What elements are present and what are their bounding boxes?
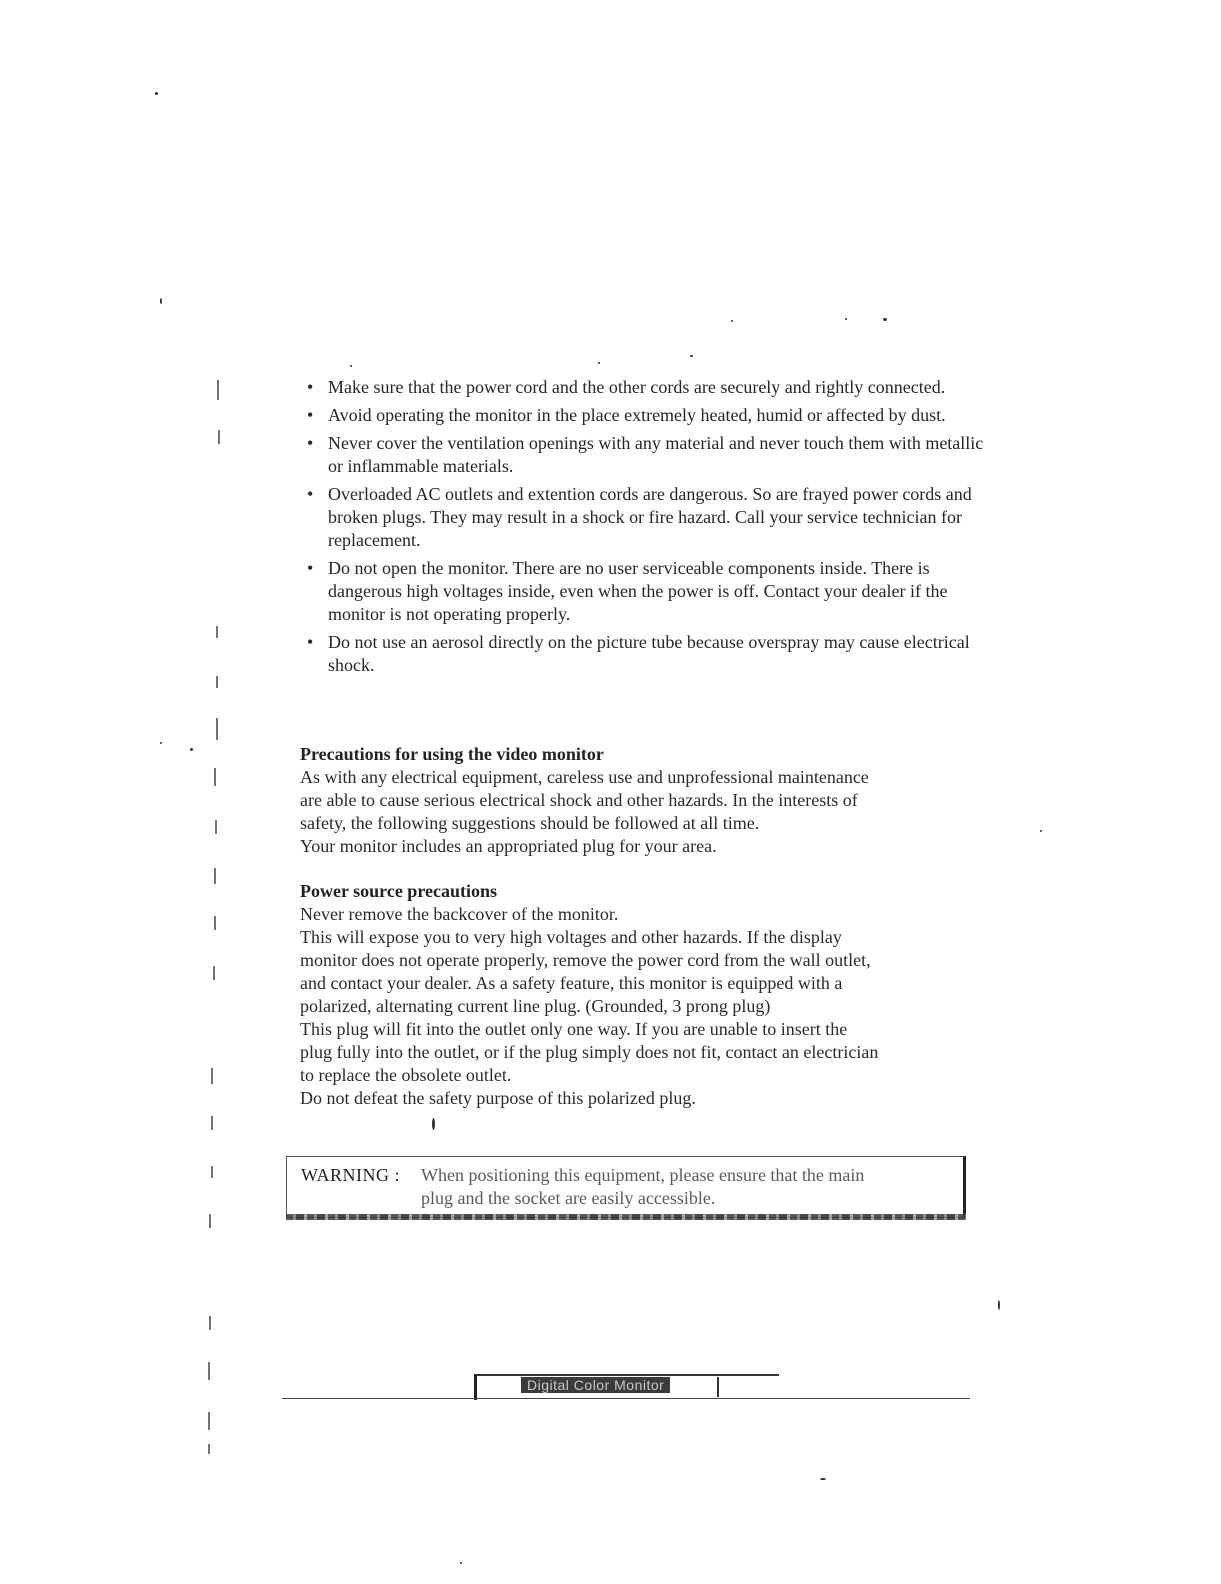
paragraph-line: safety, the following suggestions should be followed at all time. [300,813,760,833]
bullet-item [300,557,990,626]
paragraph-line: This will expose you to very high voltages and other hazards. If the display [300,927,842,947]
paragraph-line: monitor does not operate properly, remove the power cord from the wall outlet, [300,950,871,970]
bullet-item [300,404,990,427]
bullet-text: Make sure that the power cord and the other cords are securely and rightly connected. [328,377,946,397]
section-heading: Power source precautions [300,881,497,901]
paragraph-line: Do not defeat the safety purpose of this polarized plug. [300,1088,696,1108]
paragraph-line: Your monitor includes an appropriated plug for your area. [300,836,717,856]
bullet-item [300,631,990,677]
paragraph-line: As with any electrical equipment, careless use and unprofessional maintenance [300,767,869,787]
bullet-marker: • [307,484,314,504]
video-precautions-section [300,743,990,858]
warning-box [286,1156,966,1218]
bullet-text: Overloaded AC outlets and extention cords are dangerous. So are frayed power cords and broken plugs. They may result in a shock or fire hazard. Call your service technician for replacement. [328,484,972,550]
warning-text [421,1164,951,1210]
warning-box-shadow [286,1214,966,1220]
section-heading: Precautions for using the video monitor [300,744,604,764]
paragraph-line: Never remove the backcover of the monitor. [300,904,619,924]
power-precautions-section [300,880,990,1110]
paragraph-line: are able to cause serious electrical shock and other hazards. In the interests of [300,790,858,810]
bullet-text: Do not open the monitor. There are no user serviceable components inside. There is dangerous high voltages inside, even when the power is off. Contact your dealer if the monitor is not operating properly. [328,558,948,624]
safety-bullet-list [300,376,990,682]
bullet-marker: • [307,377,314,397]
warning-line: plug and the socket are easily accessible. [421,1188,716,1208]
paragraph-line: This plug will fit into the outlet only one way. If you are unable to insert the [300,1019,848,1039]
bullet-marker: • [307,433,314,453]
bullet-item [300,483,990,552]
bullet-item [300,432,990,478]
bullet-text: Never cover the ventilation openings with any material and never touch them with metallic or inflammable materials. [328,433,984,476]
footer-rule [282,1398,970,1399]
paragraph-line: plug fully into the outlet, or if the plug simply does not fit, contact an electrician [300,1042,879,1062]
bullet-marker: • [307,558,314,578]
footer-tab-label: Digital Color Monitor [521,1377,670,1393]
paragraph-line: polarized, alternating current line plug. (Grounded, 3 prong plug) [300,996,771,1016]
footer-tab-divider [717,1377,719,1397]
footer-tab [474,1374,779,1400]
bullet-text: Avoid operating the monitor in the place extremely heated, humid or affected by dust. [328,405,946,425]
bullet-item [300,376,990,399]
paragraph-line: and contact your dealer. As a safety feature, this monitor is equipped with a [300,973,843,993]
warning-line: When positioning this equipment, please ensure that the main [421,1165,865,1185]
paragraph-line: to replace the obsolete outlet. [300,1065,512,1085]
bullet-text: Do not use an aerosol directly on the picture tube because overspray may cause electrical shock. [328,632,970,675]
bullet-marker: • [307,632,314,652]
warning-label: WARNING : [301,1165,400,1185]
bullet-marker: • [307,405,314,425]
